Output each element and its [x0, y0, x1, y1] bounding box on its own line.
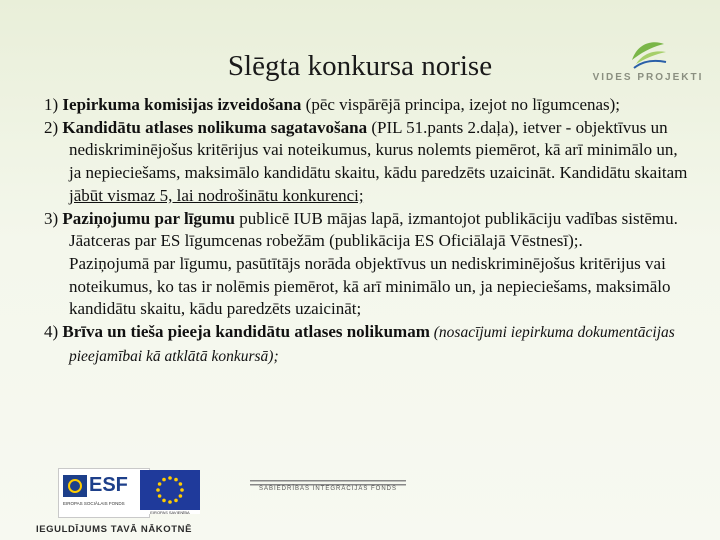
esf-mark-icon	[63, 475, 87, 497]
eu-flag-icon	[140, 470, 200, 510]
footer-slogan: IEGULDĪJUMS TAVĀ NĀKOTNĒ	[36, 524, 193, 535]
item-text: Paziņojumā par līgumu, pasūtītājs norāda objektīvus un nediskriminējošus kritērijus vai noteikumus, ko tas ir nolēmis piemērot, kā arī minimālo un, ja nepieciešams, maksimālo kandidātu skaitu, kādu paredzēts uzaicināt;	[69, 253, 671, 319]
eu-flag-caption: EIROPAS SAVIENĪBA	[150, 510, 190, 515]
item-text: (PIL 51.pants 2.daļa), ietver - objektīvus un nediskriminējošus kritērijus vai noteikumus, kurus nolemts piemērot, kā arī minimālo un, ja nepieciešams, maksimālo kandidātu skaitu, kādu paredzēts uzaicināt. Kandidātu skaitam	[69, 117, 688, 183]
leaf-logo-icon	[628, 38, 668, 70]
esf-logo-text: ESF	[89, 474, 128, 496]
item-number: 2)	[44, 117, 63, 137]
item-heading: Kandidātu atlases nolikuma sagatavošana	[62, 117, 368, 137]
list-item-1	[44, 94, 694, 117]
slide-body	[44, 94, 694, 368]
item-underlined-text: jābūt vismaz 5, lai nodrošinātu konkurenci;	[69, 185, 364, 205]
item-text: publicē IUB mājas lapā, izmantojot publikāciju vadības sistēmu. Jāatceras par ES līgumcenas robežām (publikācija ES Oficiālajā Vēstnesī);.	[69, 208, 678, 251]
sif-logo	[250, 476, 406, 494]
footer-logos	[36, 468, 436, 540]
list-item-3-continuation	[44, 253, 694, 321]
item-text: (pēc vispārējā principa, izejot no līgumcenas);	[301, 95, 621, 114]
slide-title: Slēgta konkursa norise	[227, 50, 493, 82]
item-heading: Brīva un tieša pieeja kandidātu atlases nolikumam	[62, 322, 430, 342]
item-number: 3)	[44, 208, 63, 228]
esf-logo-subtitle: EIROPAS SOCIĀLAIS FONDS	[63, 501, 125, 506]
list-item-2	[44, 117, 694, 208]
eu-flag-logo	[140, 470, 200, 514]
item-heading: Paziņojumu par līgumu	[62, 208, 235, 228]
logo-text: VIDES PROJEKTI	[592, 72, 704, 83]
item-number: 4)	[44, 322, 63, 342]
item-number: 1)	[44, 95, 63, 114]
esf-logo	[58, 468, 150, 518]
sif-logo-text: SABIEDRĪBAS INTEGRĀCIJAS FONDS	[258, 486, 398, 492]
list-item-3	[44, 208, 694, 253]
item-heading: Iepirkuma komisijas izveidošana	[62, 95, 302, 114]
list-item-4	[44, 321, 694, 368]
vides-projekti-logo	[588, 38, 708, 88]
item-italic-text: (nosacījumi iepirkuma dokumentācijas pieejamībai kā atklātā konkursā);	[69, 324, 675, 365]
